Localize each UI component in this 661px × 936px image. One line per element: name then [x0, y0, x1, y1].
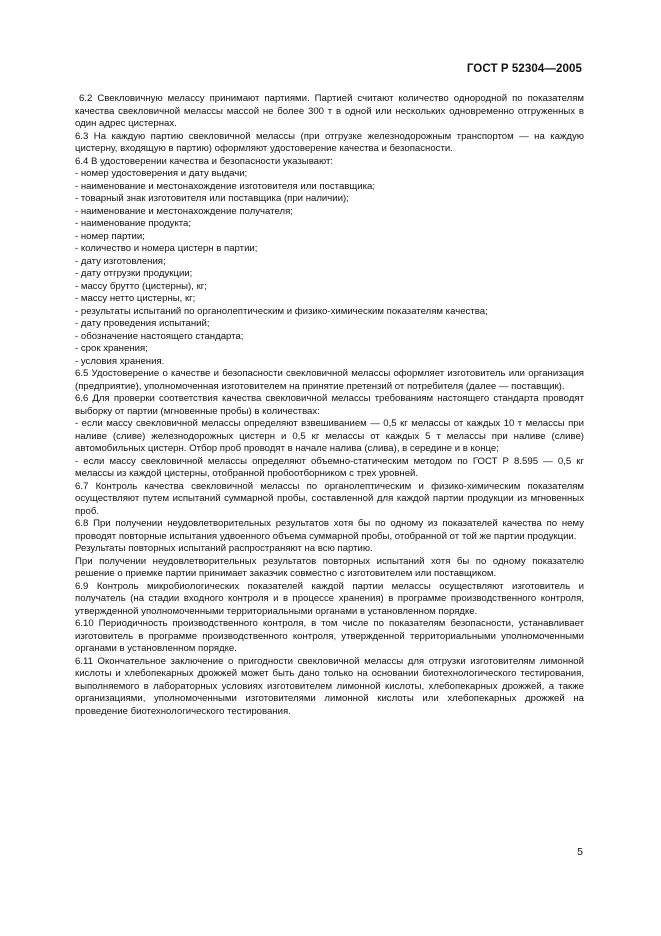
paragraph-6-7-text: 6.7 Контроль качества свекловичной мелассы по органолептическим и физико-химическим показателям осуществляют путем испытаний суммарной пробы, составленной для каждой партии продукции из мгновенных проб. [75, 480, 584, 517]
document-code-header: ГОСТ Р 52304—2005 [466, 63, 582, 75]
paragraph-6-4 [75, 156, 584, 169]
paragraph-6-7 [75, 481, 584, 519]
paragraph-6-8-b-text: При получении неудовлетворительных результатов повторных испытаний хотя бы по одному показателю решение о приемке партии принимает заказчик совместно с изготовителем или поставщиком. [75, 555, 584, 579]
list-item: - обозначение настоящего стандарта; [75, 330, 244, 342]
list-item: - массу нетто цистерны, кг; [75, 293, 196, 304]
list-item: - номер партии; [75, 230, 145, 242]
paragraph-6-3-text: 6.3 На каждую партию свекловичной мелассы (при отгрузке железнодорожным транспортом — на каждую цистерну, входящую в партию) оформляют удостоверение качества и безопасности. [75, 130, 584, 154]
paragraph-6-8 [75, 518, 584, 543]
list-item: - массу брутто (цистерны), кг; [75, 280, 207, 292]
paragraph-6-8-a-text: Результаты повторных испытаний распространяют на всю партию. [75, 543, 373, 554]
list-item: - номер удостоверения и дату выдачи; [75, 168, 248, 179]
list-item: - наименование продукта; [75, 218, 192, 229]
paragraph-6-8-a [75, 543, 584, 556]
paragraph-6-8-text: 6.8 При получении неудовлетворительных результатов хотя бы по одному из показателей качества по нему проводят повторные испытания удвоенного объема суммарной пробы, отобранной от той же партии продукции. [75, 518, 584, 542]
paragraph-6-3 [75, 131, 584, 156]
paragraph-6-11 [75, 656, 584, 719]
paragraph-6-5-text: 6.5 Удостоверение о качестве и безопасности свекловичной мелассы оформляет изготовитель или организация (предприятие), уполномоченная изготовителем на принятие претензий от потребителя (далее — поставщик). [75, 368, 584, 392]
paragraph-6-4-text: 6.4 В удостоверении качества и безопасности указывают: [75, 155, 334, 167]
list-item: - дату проведения испытаний; [75, 318, 210, 329]
list-item: - результаты испытаний по органолептическим и физико-химическим показателям качества; [75, 305, 488, 317]
list-item: - условия хранения. [75, 355, 165, 367]
paragraph-6-2-text: 6.2 Свекловичную мелассу принимают партиями. Партией считают количество однородной по показателям качества свекловичной мелассы массой не более 300 т в одной или нескольких одновременно отгруженных в один адрес цистернах. [75, 93, 584, 129]
paragraph-6-6 [75, 393, 584, 418]
paragraph-6-6-text: 6.6 Для проверки соответствия качества свекловичной мелассы требованиям настоящего стандарта проводят выборку от партии (мгновенные пробы) в количествах: [75, 393, 584, 417]
page-number: 5 [577, 846, 583, 858]
paragraph-6-11-text: 6.11 Окончательное заключение о пригодности свекловичной мелассы для отгрузки изготовителям лимонной кислоты и хлебопекарных дрожжей может быть дано только на основании биотехнологического тестирования, выполняемого в лабораторных условиях изготовителем лимонной кислоты, хлебопекарных дрожжей, а также организациями, уполномоченными изготовителями лимонной кислоты или хлебопекарных дрожжей на проведение биотехнологического тестирования. [75, 655, 584, 717]
list-item: - товарный знак изготовителя или поставщика (при наличии); [75, 193, 349, 204]
paragraph-6-6-a [75, 418, 584, 456]
document-body [75, 93, 584, 718]
paragraph-6-6-a-text: - если массу свекловичной мелассы определяют взвешиванием — 0,5 кг мелассы от каждых 10 т мелассы при наливе (сливе) железнодорожных цистерн и 0,5 кг мелассы от каждых 5 т мелассы при наливе (сливе) автомобильных цистерн. Отбор проб проводят в начале налива (слива), в середине и в конце; [75, 418, 584, 454]
paragraph-6-8-b [75, 556, 584, 581]
list-item: - дату отгрузки продукции; [75, 268, 193, 279]
paragraph-6-10-text: 6.10 Периодичность производственного контроля, в том числе по показателям безопасности, устанавливает изготовитель в программе производственного контроля, утвержденной территориальными уполномоченными органами в установленном порядке. [75, 618, 584, 654]
list-item: - количество и номера цистерн в партии; [75, 243, 258, 254]
paragraph-6-2 [75, 93, 584, 131]
paragraph-6-6-b [75, 456, 584, 481]
paragraph-6-6-b-text: - если массу свекловичной мелассы определяют объемно-статическим методом по ГОСТ Р 8.595 — 0,5 кг мелассы из каждой цистерны, отобранной пробоотборником с трех уровней. [75, 455, 584, 479]
paragraph-6-9-text: 6.9 Контроль микробиологических показателей каждой партии мелассы осуществляют изготовитель и получатель (на стадии входного контроля и в процессе хранения) в программе производственного контроля, утвержденной уполномоченными территориальными органами в установленном порядке. [75, 580, 584, 617]
list-item: - дату изготовления; [75, 255, 166, 267]
list-item: - наименование и местонахождение получателя; [75, 205, 293, 217]
list-item: - наименование и местонахождение изготовителя или поставщика; [75, 180, 376, 192]
paragraph-6-5 [75, 368, 584, 393]
list-6-4 [75, 168, 584, 368]
paragraph-6-9 [75, 581, 584, 619]
paragraph-6-10 [75, 618, 584, 656]
list-item: - срок хранения; [75, 343, 148, 354]
